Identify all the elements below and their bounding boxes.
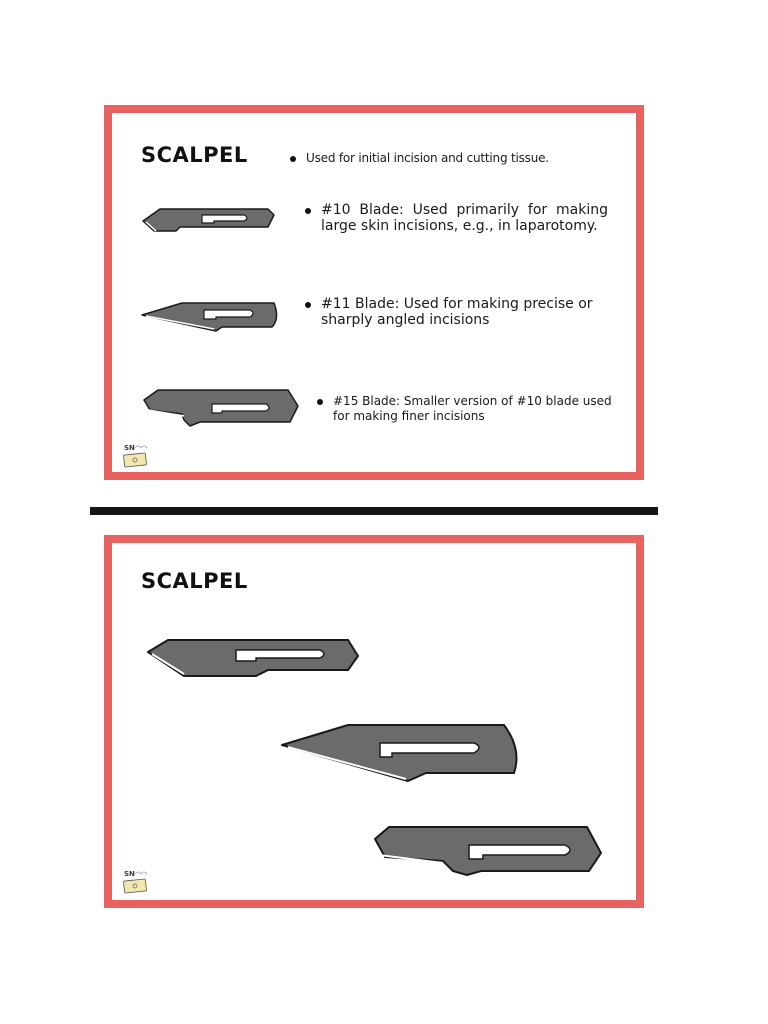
bullet-dot (305, 302, 311, 308)
blade-15-text: #15 Blade: Smaller version of #10 blade used for making finer incisions (333, 394, 612, 423)
scalpel-blade-11-icon (138, 293, 283, 335)
logo-text: SN (124, 870, 135, 878)
scalpel-blade-10-icon (144, 636, 369, 686)
section-divider (90, 507, 658, 515)
scalpel-blade-15-icon (369, 819, 609, 879)
blade-11-text: #11 Blade: Used for making precise or sharply angled incisions (321, 296, 593, 328)
bullet-dot (305, 208, 311, 214)
card-title: SCALPEL (141, 143, 248, 167)
logo-text: SN (124, 444, 135, 452)
intro-text: Used for initial incision and cutting tissue. (306, 151, 549, 165)
sn-logo-icon (120, 441, 156, 471)
card-scalpel-images (104, 535, 644, 908)
blade-11-bullet (305, 296, 605, 328)
scalpel-blade-10-icon (140, 201, 280, 239)
intro-bullet (290, 151, 549, 165)
bullet-dot (317, 399, 323, 405)
scalpel-blade-11-icon (278, 719, 528, 785)
card-title: SCALPEL (141, 569, 248, 593)
blade-10-bullet (305, 202, 608, 234)
card-scalpel-descriptions (104, 105, 644, 480)
scalpel-blade-15-icon (140, 386, 300, 430)
blade-10-text: #10 Blade: Used primarily for making large skin incisions, e.g., in laparotomy. (321, 202, 608, 234)
blade-15-bullet (317, 394, 617, 424)
sn-logo-icon (120, 867, 156, 897)
bullet-dot (290, 156, 296, 162)
